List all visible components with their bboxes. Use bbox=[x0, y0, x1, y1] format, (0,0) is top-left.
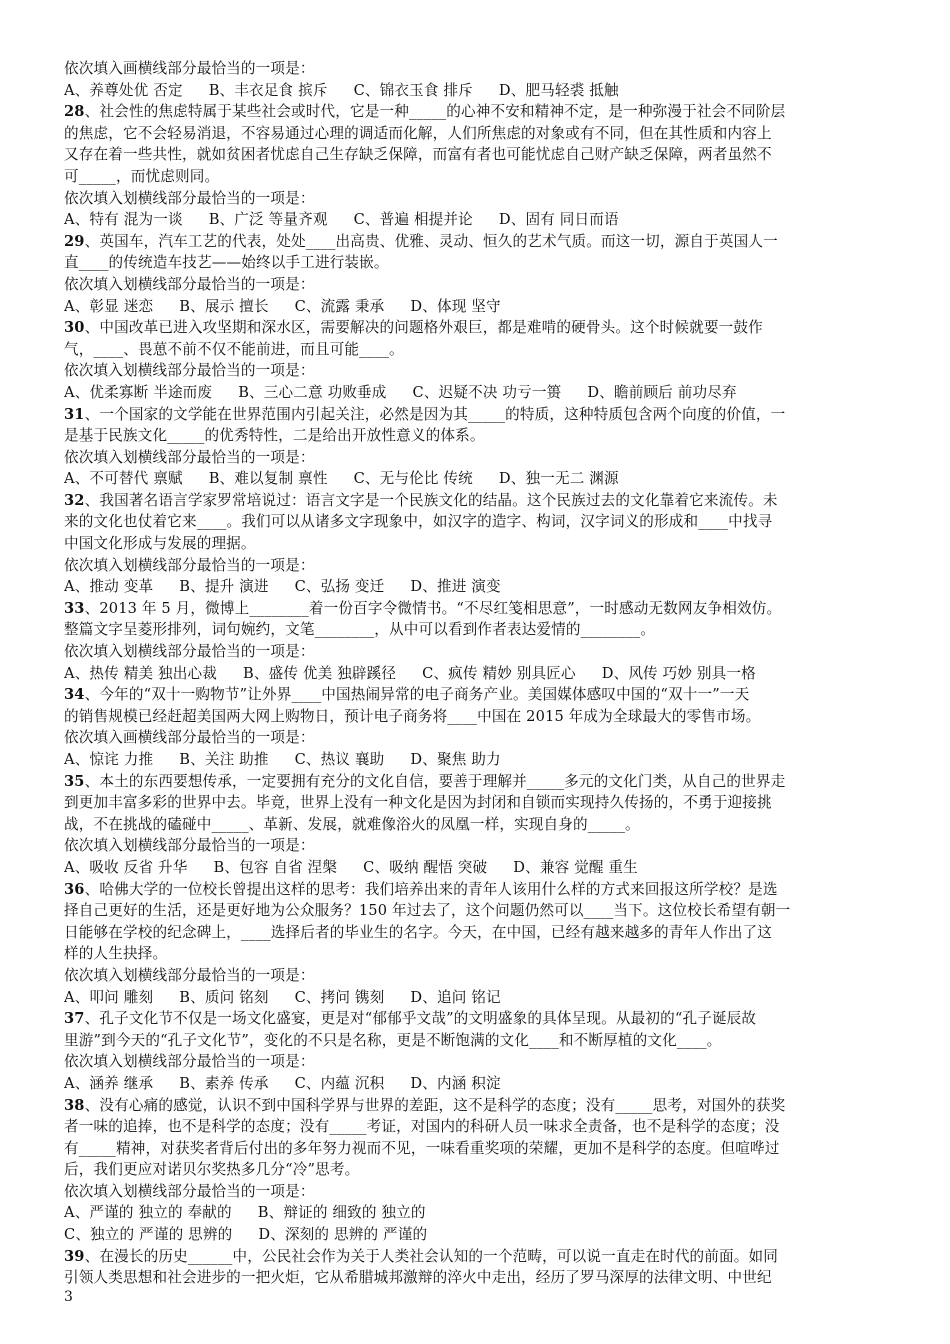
text-line bbox=[64, 1181, 886, 1203]
question-number: 36 bbox=[64, 880, 85, 898]
answer-option: D、兼容 觉醒 重生 bbox=[513, 858, 638, 876]
line-text: 、孔子文化节不仅是一场文化盛宴，更是对“郁郁乎文哉”的文明盛象的具体呈现。从最初的“孔子诞辰故 bbox=[84, 1010, 757, 1028]
text-line bbox=[64, 360, 886, 382]
answer-option: C、内蕴 沉积 bbox=[294, 1074, 385, 1092]
question-number: 31 bbox=[64, 405, 85, 423]
line-text: 依次填入画横线部分最恰当的一项是： bbox=[64, 60, 315, 77]
line-text: 日能够在学校的纪念碑上，____选择后者的毕业生的名字。今天，在中国，已经有越来越多的青年人作出了这 bbox=[64, 923, 773, 941]
question-number: 35 bbox=[64, 772, 85, 790]
line-text: 里游”到今天的“孔子文化节”，变化的不只是名称，更是不断饱满的文化____和不断厚植的文化____。 bbox=[64, 1031, 722, 1049]
line-text: 直____的传统造车技艺——始终以手工进行装嵌。 bbox=[64, 254, 389, 272]
answer-option: B、素养 传承 bbox=[179, 1074, 269, 1092]
line-text: 、社会性的焦虑特属于某些社会或时代，它是一种_____的心神不安和精神不定，是一种弥漫于社会不同阶层 bbox=[84, 103, 786, 121]
line-text: 、英国车，汽车工艺的代表，处处____出高贵、优雅、灵动、恒久的艺术气质。而这一切，源自于英国人一 bbox=[84, 232, 778, 250]
question-start-line bbox=[64, 490, 886, 512]
line-text: 依次填入划横线部分最恰当的一项是： bbox=[64, 189, 315, 207]
answer-option: D、深刻的 思辨的 严谨的 bbox=[258, 1226, 428, 1244]
answer-option: A、叩问 雕刻 bbox=[64, 988, 154, 1006]
text-line bbox=[64, 922, 886, 944]
answer-option: B、丰衣足食 摈斥 bbox=[208, 81, 328, 99]
line-text: 、中国改革已进入攻坚期和深水区，需要解决的问题格外艰巨，都是难啃的硬骨头。这个时候就要一鼓作 bbox=[84, 319, 763, 337]
answer-options-line bbox=[64, 209, 886, 231]
text-line bbox=[64, 965, 886, 987]
answer-options-line bbox=[64, 80, 886, 102]
text-line bbox=[64, 166, 886, 188]
question-start-line bbox=[64, 598, 886, 620]
text-line bbox=[64, 727, 886, 749]
answer-option: D、固有 同日而语 bbox=[498, 211, 619, 229]
text-line bbox=[64, 943, 886, 965]
line-text: 依次填入划横线部分最恰当的一项是： bbox=[64, 1182, 315, 1200]
answer-options-line bbox=[64, 857, 886, 879]
answer-options-line bbox=[64, 663, 886, 685]
line-text: 依次填入划横线部分最恰当的一项是： bbox=[64, 1053, 315, 1071]
answer-option: C、吸纳 醒悟 突破 bbox=[363, 858, 488, 876]
question-number: 32 bbox=[64, 491, 85, 509]
question-start-line bbox=[64, 1246, 886, 1268]
answer-options-line bbox=[64, 296, 886, 318]
answer-option: D、独一无二 渊源 bbox=[498, 470, 619, 488]
text-line bbox=[64, 511, 886, 533]
answer-option: C、迟疑不决 功亏一篑 bbox=[412, 383, 562, 401]
question-number: 28 bbox=[64, 103, 85, 121]
line-text: 依次填入划横线部分最恰当的一项是： bbox=[64, 275, 315, 293]
answer-option: D、聚焦 助力 bbox=[410, 751, 501, 768]
line-text: 战，不在挑战的磕碰中_____、革新、发展，就难像浴火的凤凰一样，实现自身的_____。 bbox=[64, 815, 640, 833]
line-text: 者一味的追捧，也不是科学的态度；没有_____考证，对国内的科研人员一味求全责备，也不是科学的态度；没 bbox=[64, 1118, 780, 1136]
document-body bbox=[64, 58, 886, 1289]
question-number: 38 bbox=[64, 1096, 85, 1114]
line-text: 中国文化形成与发展的理据。 bbox=[64, 535, 256, 553]
line-text: 到更加丰富多彩的世界中去。毕竟，世界上没有一种文化是因为封闭和自锁而实现持久传扬的，不勇于迎接挑 bbox=[64, 794, 772, 812]
answer-option: C、热议 襄助 bbox=[294, 751, 385, 768]
answer-option: D、内涵 积淀 bbox=[410, 1074, 501, 1092]
line-text: 择自己更好的生活，还是更好地为公众服务？150 年过去了，这个问题仍然可以____当下。这位校长希望有朝一 bbox=[64, 902, 791, 920]
line-text: 的焦虑，它不会轻易消退，不容易通过心理的调适而化解，人们所焦虑的对象或有不同，但在其性质和内容上 bbox=[64, 124, 772, 142]
line-text: 、一个国家的文学能在世界范围内引起关注，必然是因为其_____的特质，这种特质包含两个向度的价值，一 bbox=[84, 405, 786, 423]
line-text: 、哈佛大学的一位校长曾提出这样的思考：我们培养出来的青年人该用什么样的方式来回报这所学校？是选 bbox=[84, 880, 778, 898]
answer-options-line bbox=[64, 987, 886, 1009]
text-line bbox=[64, 188, 886, 210]
answer-option: B、辩证的 细致的 独立的 bbox=[257, 1204, 426, 1222]
line-text: 又存在着一些共性，就如贫困者忧虑自己生存缺乏保障，而富有者也可能忧虑自己财产缺乏保障，两者虽然不 bbox=[64, 146, 772, 164]
line-text: 、没有心痛的感觉，认识不到中国科学界与世界的差距，这不是科学的态度；没有_____思考，对国外的获奖 bbox=[84, 1096, 786, 1114]
text-line bbox=[64, 792, 886, 814]
answer-option: B、三心二意 功败垂成 bbox=[238, 383, 387, 401]
text-line bbox=[64, 58, 886, 80]
answer-option: C、无与伦比 传统 bbox=[353, 470, 473, 488]
question-start-line bbox=[64, 879, 886, 901]
line-text: 依次填入划横线部分最恰当的一项是： bbox=[64, 966, 315, 984]
answer-option: A、养尊处优 否定 bbox=[64, 81, 183, 99]
text-line bbox=[64, 144, 886, 166]
answer-option: B、包容 自省 涅槃 bbox=[213, 858, 338, 876]
text-line bbox=[64, 641, 886, 663]
question-start-line bbox=[64, 101, 886, 123]
line-text: 是基于民族文化_____的优秀特性，二是给出开放性意义的体系。 bbox=[64, 427, 485, 445]
answer-options-line bbox=[64, 1202, 886, 1224]
answer-option: C、流露 秉承 bbox=[294, 297, 385, 315]
line-text: 、今年的“双十一购物节”让外界____中国热闹异常的电子商务产业。美国媒体感叹中国的“双十一”一天 bbox=[84, 686, 750, 704]
answer-options-line bbox=[64, 382, 886, 404]
question-number: 30 bbox=[64, 319, 85, 337]
answer-option: A、热传 精美 独出心裁 bbox=[64, 664, 217, 682]
text-line bbox=[64, 619, 886, 641]
line-text: 的销售规模已经赶超美国两大网上购物日，预计电子商务将____中国在 2015 年成为全球最大的零售市场。 bbox=[64, 707, 761, 725]
answer-option: C、拷问 镌刻 bbox=[294, 988, 385, 1006]
text-line bbox=[64, 900, 886, 922]
question-start-line bbox=[64, 231, 886, 253]
answer-option: D、体现 坚守 bbox=[410, 297, 501, 315]
answer-option: A、惊诧 力推 bbox=[64, 751, 154, 768]
line-text: 、在漫长的历史______中，公民社会作为关于人类社会认知的一个范畴，可以说一直走在时代的前面。如同 bbox=[84, 1247, 779, 1265]
answer-option: C、疯传 精妙 别具匠心 bbox=[422, 664, 576, 682]
answer-option: D、推进 演变 bbox=[410, 578, 501, 596]
answer-option: C、锦衣玉食 排斥 bbox=[353, 81, 473, 99]
line-text: 依次填入划横线部分最恰当的一项是： bbox=[64, 837, 315, 855]
question-number: 37 bbox=[64, 1010, 85, 1028]
answer-option: C、弘扬 变迁 bbox=[294, 578, 385, 596]
question-start-line bbox=[64, 404, 886, 426]
line-text: 来的文化也仗着它来____。我们可以从诸多文字现象中，如汉字的造字、构词，汉字词义的形成和____中找寻 bbox=[64, 513, 773, 531]
text-line bbox=[64, 1138, 886, 1160]
answer-option: A、优柔寡断 半途而废 bbox=[64, 383, 213, 401]
question-start-line bbox=[64, 684, 886, 706]
question-start-line bbox=[64, 771, 886, 793]
line-text: 依次填入划横线部分最恰当的一项是： bbox=[64, 448, 315, 466]
answer-options-line bbox=[64, 749, 886, 771]
answer-option: A、不可替代 禀赋 bbox=[64, 470, 183, 488]
text-line bbox=[64, 835, 886, 857]
line-text: 依次填入画横线部分最恰当的一项是： bbox=[64, 729, 315, 747]
answer-option: B、难以复制 禀性 bbox=[208, 470, 328, 488]
answer-option: A、涵养 继承 bbox=[64, 1074, 154, 1092]
answer-option: A、推动 变革 bbox=[64, 578, 154, 596]
text-line bbox=[64, 123, 886, 145]
answer-option: D、肥马轻裘 抵触 bbox=[498, 81, 619, 99]
question-number: 29 bbox=[64, 232, 85, 250]
answer-option: B、展示 擅长 bbox=[179, 297, 269, 315]
question-start-line bbox=[64, 317, 886, 339]
line-text: 、2013 年 5 月，微博上________着一份百字令微情书。“不尽红笺相思意”，一时感动无数网友争相效仿。 bbox=[84, 599, 782, 617]
text-line bbox=[64, 1051, 886, 1073]
answer-option: C、独立的 严谨的 思辨的 bbox=[64, 1226, 233, 1244]
text-line bbox=[64, 555, 886, 577]
answer-options-line bbox=[64, 468, 886, 490]
question-number: 33 bbox=[64, 599, 85, 617]
answer-options-line bbox=[64, 576, 886, 598]
answer-option: A、严谨的 独立的 奉献的 bbox=[64, 1204, 232, 1222]
text-line bbox=[64, 1116, 886, 1138]
text-line bbox=[64, 339, 886, 361]
text-line bbox=[64, 533, 886, 555]
line-text: 引领人类思想和社会进步的一把火炬，它从希腊城邦激辩的淬火中走出，经历了罗马深厚的法律文明、中世纪 bbox=[64, 1269, 772, 1287]
answer-option: B、质问 铭刻 bbox=[179, 988, 269, 1006]
answer-option: A、彰显 迷恋 bbox=[64, 297, 154, 315]
answer-options-line bbox=[64, 1224, 886, 1246]
text-line bbox=[64, 814, 886, 836]
answer-option: B、提升 演进 bbox=[179, 578, 269, 596]
answer-option: A、吸收 反省 升华 bbox=[64, 858, 188, 876]
line-text: 样的人生抉择。 bbox=[64, 945, 168, 963]
line-text: 、我国著名语言学家罗常培说过：语言文字是一个民族文化的结晶。这个民族过去的文化靠着它来流传。未 bbox=[84, 491, 778, 509]
question-start-line bbox=[64, 1008, 886, 1030]
text-line bbox=[64, 706, 886, 728]
line-text: 依次填入划横线部分最恰当的一项是： bbox=[64, 362, 315, 380]
answer-option: D、追问 铭记 bbox=[410, 988, 501, 1006]
answer-option: C、普遍 相提并论 bbox=[353, 211, 473, 229]
answer-option: D、瞻前顾后 前功尽弃 bbox=[587, 383, 737, 401]
question-start-line bbox=[64, 1095, 886, 1117]
answer-option: B、关注 助推 bbox=[179, 751, 269, 768]
line-text: 依次填入划横线部分最恰当的一项是： bbox=[64, 556, 315, 574]
answer-option: B、广泛 等量齐观 bbox=[208, 211, 328, 229]
answer-option: A、特有 混为一谈 bbox=[64, 211, 183, 229]
text-line bbox=[64, 447, 886, 469]
line-text: 整篇文字呈菱形排列，词句婉约，文笔________，从中可以看到作者表达爱情的________。 bbox=[64, 621, 655, 639]
text-line bbox=[64, 1159, 886, 1181]
question-number: 34 bbox=[64, 686, 85, 704]
question-number: 39 bbox=[64, 1247, 85, 1265]
line-text: 依次填入划横线部分最恰当的一项是： bbox=[64, 643, 315, 661]
line-text: 可_____，而忧虑则同。 bbox=[64, 167, 220, 185]
line-text: 、本土的东西要想传承，一定要拥有充分的文化自信，要善于理解并_____多元的文化门类，从自己的世界走 bbox=[84, 772, 786, 790]
line-text: 有_____精神，对获奖者背后付出的多年努力视而不见，一味看重奖项的荣耀，更加不是科学的态度。但喧哗过 bbox=[64, 1139, 780, 1157]
text-line bbox=[64, 425, 886, 447]
text-line bbox=[64, 252, 886, 274]
answer-option: B、盛传 优美 独辟蹊径 bbox=[242, 664, 397, 682]
answer-options-line bbox=[64, 1073, 886, 1095]
answer-option: D、风传 巧妙 别具一格 bbox=[601, 664, 756, 682]
line-text: 气，____、畏葸不前不仅不能前进，而且可能____。 bbox=[64, 340, 404, 358]
text-line bbox=[64, 1030, 886, 1052]
page-number: 3 bbox=[64, 1289, 73, 1305]
text-line bbox=[64, 1267, 886, 1289]
line-text: 后，我们更应对诺贝尔奖热多几分“冷”思考。 bbox=[64, 1161, 360, 1179]
text-line bbox=[64, 274, 886, 296]
